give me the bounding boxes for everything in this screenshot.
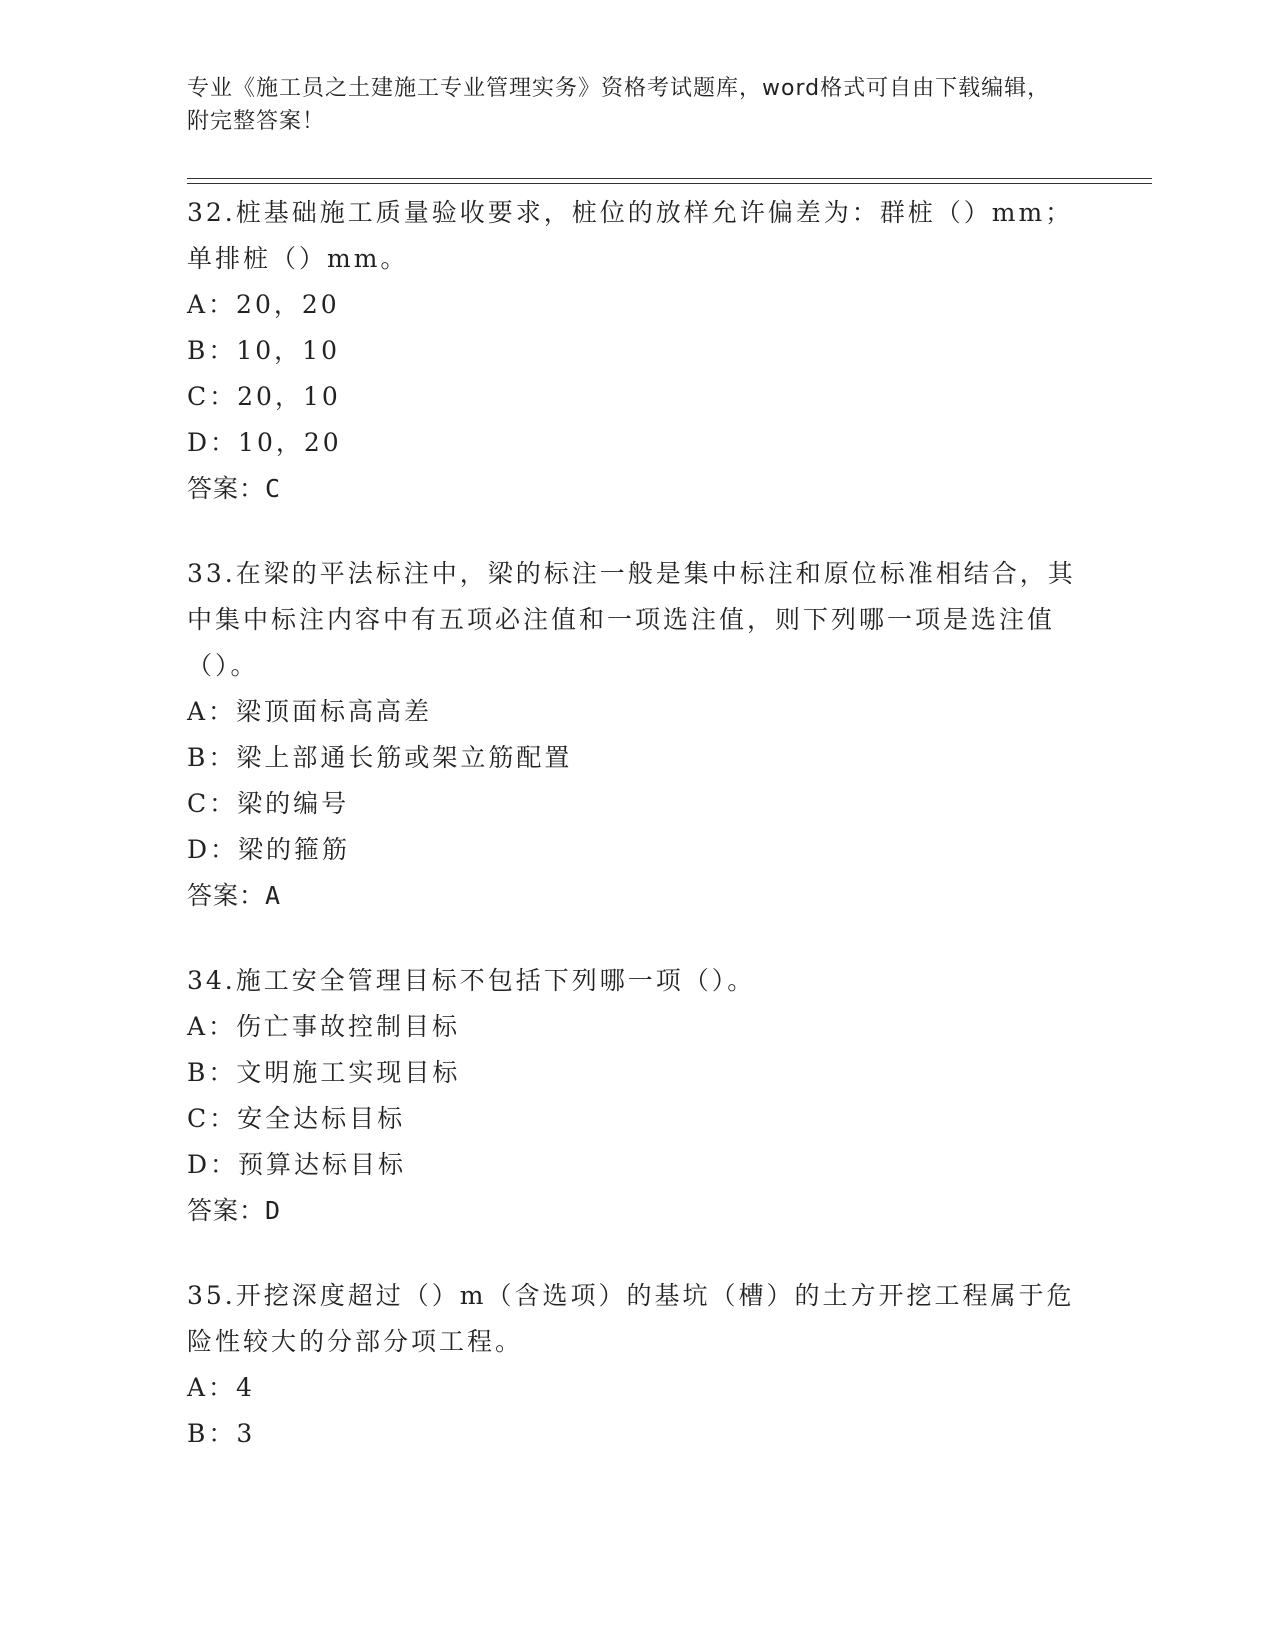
answer-line xyxy=(187,873,1077,919)
option-b: B：文明施工实现目标 xyxy=(187,1058,461,1087)
question-33 xyxy=(187,551,1077,919)
question-text: 34.施工安全管理目标不包括下列哪一项（）。 xyxy=(187,966,756,995)
question-32 xyxy=(187,190,1077,512)
header-divider-top xyxy=(187,178,1152,179)
option-c: C：20，10 xyxy=(187,382,341,411)
question-35 xyxy=(187,1273,1077,1457)
option-a: A：伤亡事故控制目标 xyxy=(187,1012,461,1041)
question-text: 35.开挖深度超过（）m（含选项）的基坑（槽）的土方开挖工程属于危险性较大的分部分项工程。 xyxy=(187,1281,1075,1356)
document-header: 专业《施工员之土建施工专业管理实务》资格考试题库，word格式可自由下载编辑，附完整答案！ xyxy=(187,76,1051,134)
question-text: 32.桩基础施工质量验收要求，桩位的放样允许偏差为：群桩（）mm；单排桩（）mm。 xyxy=(187,198,1074,273)
option-b: B：3 xyxy=(187,1419,256,1448)
answer-line xyxy=(187,466,1077,512)
option-b: B：梁上部通长筋或架立筋配置 xyxy=(187,743,573,772)
question-34 xyxy=(187,958,1077,1234)
answer-label: 答案： xyxy=(187,1196,266,1225)
answer-label: 答案： xyxy=(187,881,266,910)
header-divider-bottom xyxy=(187,183,1152,184)
option-d: D：10，20 xyxy=(187,428,342,457)
option-d: D：梁的箍筋 xyxy=(187,835,351,864)
option-a: A：4 xyxy=(187,1373,255,1402)
answer-label: 答案： xyxy=(187,474,266,503)
option-a: A：梁顶面标高高差 xyxy=(187,697,433,726)
question-list xyxy=(187,190,1077,1496)
option-a: A：20，20 xyxy=(187,290,340,319)
answer-line xyxy=(187,1188,1077,1234)
option-c: C：梁的编号 xyxy=(187,789,350,818)
option-d: D：预算达标目标 xyxy=(187,1150,407,1179)
option-b: B：10，10 xyxy=(187,336,340,365)
option-c: C：安全达标目标 xyxy=(187,1104,406,1133)
question-text: 33.在梁的平法标注中，梁的标注一般是集中标注和原位标准相结合，其中集中标注内容中有五项必注值和一项选注值，则下列哪一项是选注值（）。 xyxy=(187,559,1076,680)
answer-value: C xyxy=(265,474,282,503)
answer-value: D xyxy=(265,1196,282,1225)
answer-value: A xyxy=(265,881,282,910)
